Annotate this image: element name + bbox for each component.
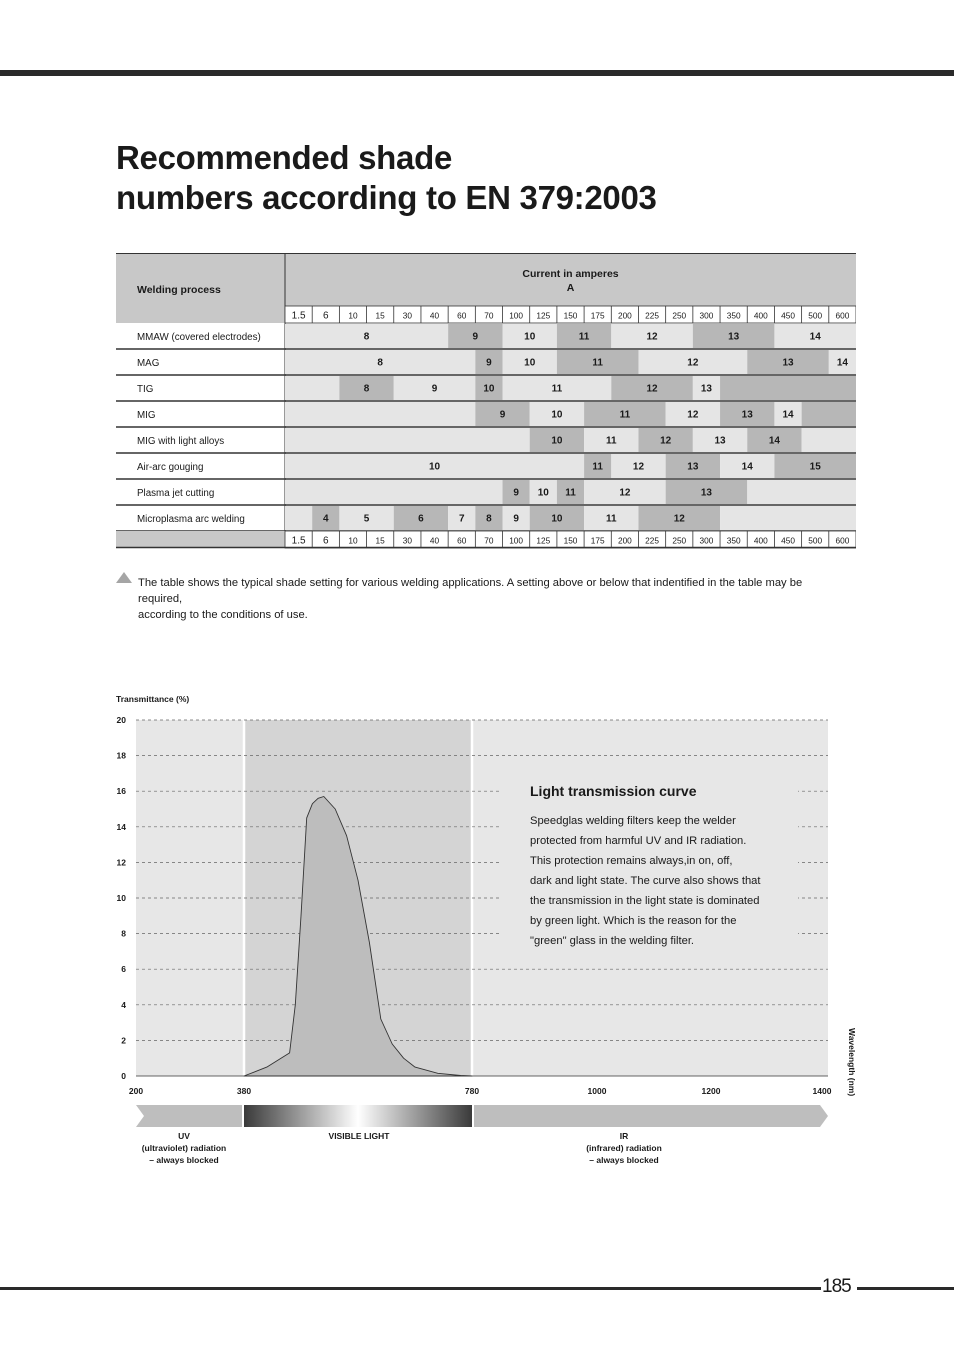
shade-number: 10 (537, 487, 549, 499)
shade-number: 12 (660, 435, 672, 447)
shade-number: 12 (646, 383, 658, 395)
table-header-label-cell (116, 306, 285, 323)
ampere-label: 300 (699, 535, 714, 546)
ampere-label: 350 (726, 310, 741, 321)
ampere-label: 40 (429, 535, 440, 546)
ampere-label: 60 (457, 310, 467, 321)
shade-number: 11 (578, 331, 590, 343)
shade-band (285, 428, 530, 452)
y-tick-label: 12 (116, 857, 126, 868)
process-label: TIG (137, 384, 154, 395)
ampere-label: 60 (457, 535, 467, 546)
ampere-label: 125 (536, 310, 551, 321)
visible-light-band (244, 1105, 472, 1127)
y-tick-label: 4 (121, 999, 126, 1010)
table-note-line-1: The table shows the typical shade setting for various welding applications. A setting above or below that indentified in the table may be required, (138, 577, 803, 605)
ampere-label: 400 (753, 310, 768, 321)
annotation-line: protected from harmful UV and IR radiation. (530, 835, 747, 847)
table-note-line-2: according to the conditions of use. (138, 609, 308, 621)
process-label: MIG with light alloys (137, 436, 225, 447)
process-label: MIG (137, 410, 156, 421)
band-label: (infrared) radiation (586, 1143, 662, 1153)
shade-number: 11 (605, 435, 617, 447)
shade-band (285, 480, 503, 504)
shade-number: 9 (472, 331, 479, 343)
page-title (116, 138, 657, 218)
shade-number: 8 (363, 331, 370, 343)
y-tick-label: 18 (116, 750, 126, 761)
ampere-label: 400 (753, 535, 768, 546)
shade-number: 11 (619, 409, 631, 421)
shade-number: 13 (741, 409, 753, 421)
annotation-line: the transmission in the light state is dominated (530, 895, 760, 907)
shade-band (747, 480, 856, 504)
process-label: Microplasma arc welding (137, 514, 245, 525)
ampere-label: 15 (375, 535, 385, 546)
x-axis-title: Wavelength (nm) (847, 1028, 857, 1097)
process-label: MMAW (covered electrodes) (137, 332, 261, 343)
table-note (138, 575, 838, 623)
footer-rule-right (857, 1287, 954, 1290)
ampere-label: 70 (484, 310, 494, 321)
y-tick-label: 10 (116, 893, 126, 903)
page-title-line-1: Recommended shade (116, 139, 453, 176)
shade-band (802, 428, 856, 452)
shade-number: 11 (605, 513, 617, 525)
shade-number: 15 (809, 461, 821, 473)
y-tick-label: 0 (121, 1071, 126, 1081)
shade-number: 13 (728, 331, 740, 343)
annotation-line: This protection remains always,in on, off, (530, 855, 733, 867)
ampere-label: 350 (726, 535, 741, 546)
shade-number-table (116, 253, 856, 550)
ampere-label: 175 (590, 310, 605, 321)
shade-number: 9 (486, 357, 492, 369)
shade-band (720, 506, 856, 530)
shade-number: 11 (592, 357, 603, 369)
light-transmission-chart (110, 690, 870, 1180)
ampere-label: 250 (672, 310, 687, 321)
ampere-label: 30 (402, 310, 412, 321)
ampere-label: 600 (835, 310, 850, 321)
process-header: Welding process (137, 284, 221, 296)
shade-number: 14 (768, 435, 780, 447)
ampere-label: 225 (645, 310, 659, 321)
shade-number: 12 (687, 409, 699, 421)
ampere-label: 225 (645, 535, 659, 546)
shade-number: 9 (513, 513, 519, 525)
shade-number: 4 (323, 513, 329, 525)
annotation-line: Speedglas welding filters keep the welder (530, 815, 736, 827)
shade-number: 10 (551, 513, 563, 525)
ampere-label: 10 (348, 310, 358, 321)
shade-number: 10 (483, 383, 495, 395)
shade-number: 8 (363, 383, 370, 395)
band-label: VISIBLE LIGHT (328, 1131, 390, 1141)
x-tick-label: 780 (464, 1086, 480, 1096)
ampere-label: 500 (808, 535, 823, 546)
ampere-label: 15 (375, 310, 385, 321)
current-header: Current in amperes (522, 268, 619, 280)
shade-number: 10 (524, 331, 536, 343)
shade-number: 13 (687, 461, 699, 473)
shade-number: 13 (700, 383, 713, 395)
ampere-label: 40 (429, 310, 440, 321)
ampere-label: 300 (699, 310, 714, 321)
y-tick-label: 6 (121, 964, 126, 975)
x-tick-label: 1400 (812, 1086, 832, 1096)
note-triangle-icon (116, 572, 132, 583)
annotation-line: "green" glass in the welding filter. (530, 935, 695, 947)
shade-number: 12 (673, 513, 685, 525)
process-label: Air-arc gouging (137, 462, 204, 473)
shade-band (802, 402, 856, 426)
process-label: Plasma jet cutting (137, 488, 215, 499)
ampere-label: 250 (672, 535, 687, 546)
ir-band (474, 1105, 828, 1127)
shade-band (285, 402, 475, 426)
process-label: MAG (137, 358, 160, 369)
y-tick-label: 16 (116, 786, 126, 797)
top-rule (0, 70, 954, 76)
ampere-label: 6 (323, 310, 329, 322)
shade-number: 8 (377, 357, 383, 369)
ampere-label: 150 (563, 535, 578, 546)
shade-number: 10 (524, 357, 536, 369)
shade-band (285, 506, 312, 530)
shade-number: 12 (619, 487, 631, 499)
ampere-label: 100 (509, 535, 524, 546)
shade-number: 14 (741, 461, 753, 473)
ampere-label: 200 (617, 535, 632, 546)
shade-number: 11 (565, 487, 576, 499)
shade-number: 14 (782, 409, 794, 421)
annotation-heading: Light transmission curve (530, 783, 697, 799)
band-label: – always blocked (589, 1155, 659, 1165)
shade-number: 8 (486, 513, 492, 525)
ampere-label: 10 (348, 535, 358, 546)
shade-number: 11 (551, 383, 563, 395)
x-tick-label: 1000 (587, 1086, 607, 1096)
ampere-label: 450 (781, 310, 795, 321)
annotation-line: dark and light state. The curve also shows that (530, 875, 761, 887)
shade-number: 12 (646, 331, 658, 343)
ampere-label: 450 (781, 535, 795, 546)
band-label: (ultraviolet) radiation (141, 1143, 227, 1153)
shade-number: 9 (431, 383, 438, 395)
shade-number: 10 (551, 409, 563, 421)
x-tick-label: 380 (236, 1086, 252, 1096)
y-tick-label: 20 (116, 715, 126, 725)
uv-band (136, 1105, 242, 1127)
shade-number: 12 (687, 357, 699, 369)
shade-number: 5 (363, 513, 370, 525)
ampere-label: 600 (835, 535, 850, 546)
shade-number: 14 (836, 357, 848, 369)
page-number: 185 (822, 1276, 851, 1297)
shade-number: 10 (551, 435, 563, 447)
ampere-label: 125 (536, 535, 551, 546)
annotation-line: by green light. Which is the reason for the (530, 915, 737, 927)
band-label: – always blocked (149, 1155, 219, 1165)
ampere-label: 500 (808, 310, 823, 321)
ampere-label: 30 (402, 535, 412, 546)
shade-number: 13 (700, 487, 713, 499)
shade-number: 13 (782, 357, 794, 369)
ampere-label: 200 (617, 310, 632, 321)
footer-rule-left (0, 1287, 821, 1290)
ampere-label: 1.5 (291, 535, 306, 547)
shade-number: 10 (428, 461, 441, 473)
x-tick-label: 1200 (701, 1086, 721, 1096)
table-footer-label-cell (116, 531, 285, 548)
ampere-label: 175 (590, 535, 605, 546)
table-header-band (116, 253, 856, 306)
shade-band (285, 376, 339, 400)
shade-number: 11 (592, 461, 603, 473)
y-tick-label: 8 (121, 928, 126, 939)
page-title-line-2: numbers according to EN 379:2003 (116, 179, 657, 216)
y-tick-label: 2 (121, 1035, 126, 1046)
y-tick-label: 14 (116, 821, 126, 832)
y-axis-title: Transmittance (%) (116, 694, 190, 704)
shade-number: 14 (809, 331, 821, 343)
x-tick-label: 200 (128, 1086, 144, 1096)
ampere-label: 6 (323, 535, 329, 547)
ampere-label: 1.5 (291, 310, 306, 322)
shade-number: 9 (513, 487, 519, 499)
shade-number: 7 (458, 513, 465, 525)
band-label: UV (178, 1131, 190, 1141)
current-unit: A (566, 282, 575, 294)
band-label: IR (619, 1131, 629, 1141)
ampere-label: 150 (563, 310, 578, 321)
ampere-label: 100 (509, 310, 524, 321)
shade-number: 13 (714, 435, 726, 447)
shade-band (720, 376, 856, 400)
shade-number: 6 (418, 513, 424, 525)
shade-number: 12 (632, 461, 645, 473)
ampere-label: 70 (484, 535, 494, 546)
shade-number: 9 (499, 409, 506, 421)
